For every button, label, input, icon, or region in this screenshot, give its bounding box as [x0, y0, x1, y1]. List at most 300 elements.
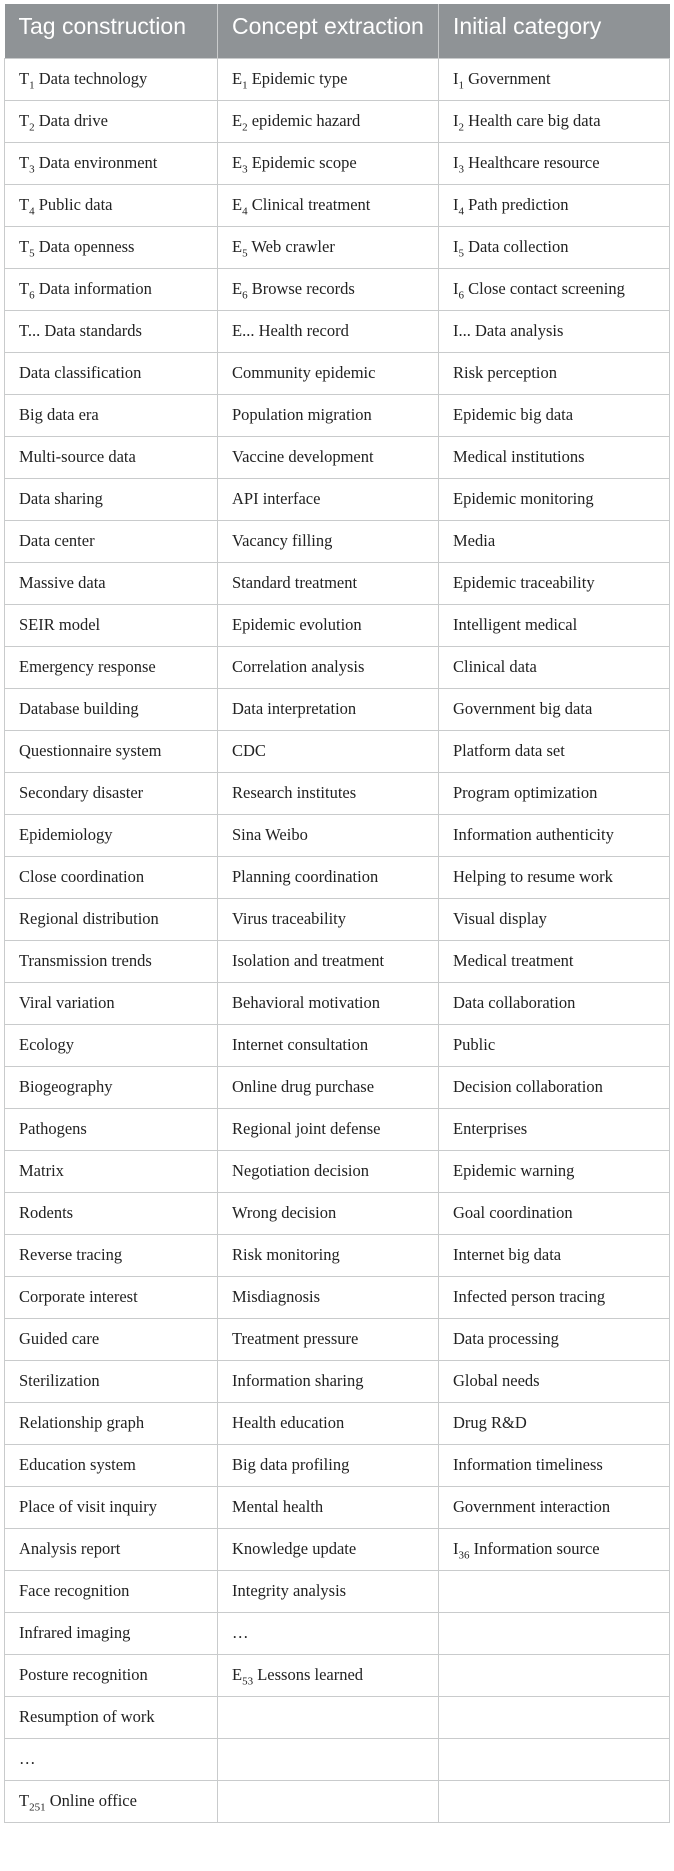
cell-text: Information timeliness — [453, 1455, 603, 1474]
cell-text: Transmission trends — [19, 951, 152, 970]
table-row — [5, 394, 670, 436]
initial-category-cell — [439, 772, 670, 814]
tag-construction-cell — [5, 814, 218, 856]
code-subscript: 4 — [242, 205, 248, 218]
concept-extraction-cell — [218, 268, 439, 310]
table-row — [5, 142, 670, 184]
tag-construction-cell — [5, 1066, 218, 1108]
tag-construction-cell — [5, 1234, 218, 1276]
table-row — [5, 1738, 670, 1780]
code-prefix: E — [232, 237, 243, 256]
concept-extraction-cell — [218, 436, 439, 478]
cell-text: Clinical data — [453, 657, 537, 676]
cell-text: Information source — [469, 1539, 600, 1558]
initial-category-cell — [439, 1234, 670, 1276]
initial-category-cell — [439, 394, 670, 436]
cell-text: Clinical treatment — [247, 195, 371, 214]
cell-text: Matrix — [19, 1161, 64, 1180]
cell-text: Media — [453, 531, 496, 550]
concept-extraction-cell — [218, 1486, 439, 1528]
cell-text: CDC — [232, 741, 266, 760]
tag-construction-cell — [5, 1570, 218, 1612]
code-subscript: 1 — [458, 79, 464, 92]
concept-extraction-cell — [218, 184, 439, 226]
tag-construction-cell — [5, 1192, 218, 1234]
cell-text: Risk perception — [453, 363, 558, 382]
tag-construction-cell — [5, 58, 218, 100]
cell-text: Virus traceability — [232, 909, 347, 928]
code-subscript: 3 — [242, 163, 248, 176]
cell-text: Visual display — [453, 909, 547, 928]
concept-extraction-cell — [218, 478, 439, 520]
initial-category-cell — [439, 142, 670, 184]
concept-extraction-cell — [218, 1234, 439, 1276]
initial-category-cell — [439, 1066, 670, 1108]
tag-construction-cell — [5, 1318, 218, 1360]
concept-extraction-cell — [218, 520, 439, 562]
concept-extraction-cell — [218, 100, 439, 142]
table-row — [5, 1696, 670, 1738]
initial-category-cell — [439, 1486, 670, 1528]
cell-text: Data sharing — [19, 489, 103, 508]
table-row — [5, 1402, 670, 1444]
initial-category-cell — [439, 1402, 670, 1444]
tag-construction-cell — [5, 1486, 218, 1528]
initial-category-cell — [439, 1654, 670, 1696]
concept-extraction-cell — [218, 688, 439, 730]
initial-category-cell — [439, 184, 670, 226]
code-subscript: 6 — [458, 289, 464, 302]
cell-text: Lessons learned — [253, 1665, 364, 1684]
cell-text: Healthcare resource — [464, 153, 600, 172]
tag-construction-cell — [5, 562, 218, 604]
cell-text: Medical institutions — [453, 447, 585, 466]
code-subscript: 2 — [458, 121, 464, 134]
cell-text: Web crawler — [247, 237, 335, 256]
table-row — [5, 1780, 670, 1822]
code-prefix: I — [453, 111, 459, 130]
tag-construction-cell — [5, 1444, 218, 1486]
concept-extraction-cell — [218, 646, 439, 688]
concept-extraction-cell — [218, 310, 439, 352]
initial-category-cell — [439, 604, 670, 646]
tag-construction-cell — [5, 100, 218, 142]
concept-extraction-cell — [218, 730, 439, 772]
concept-extraction-cell — [218, 142, 439, 184]
cell-text: Isolation and treatment — [232, 951, 385, 970]
cell-text: epidemic hazard — [247, 111, 361, 130]
cell-text: Program optimization — [453, 783, 598, 802]
code-subscript: 53 — [242, 1675, 254, 1688]
cell-text: Face recognition — [19, 1581, 130, 1600]
table-row — [5, 58, 670, 100]
initial-category-cell — [439, 898, 670, 940]
tag-construction-cell — [5, 1738, 218, 1780]
cell-text: Questionnaire system — [19, 741, 162, 760]
table-row — [5, 310, 670, 352]
cell-text: Epidemic scope — [247, 153, 357, 172]
initial-category-cell — [439, 436, 670, 478]
cell-text: Epidemic monitoring — [453, 489, 594, 508]
concept-extraction-cell — [218, 394, 439, 436]
cell-text: Research institutes — [232, 783, 357, 802]
cell-text: Data interpretation — [232, 699, 357, 718]
code-prefix: T — [19, 153, 30, 172]
cell-text: Global needs — [453, 1371, 540, 1390]
code-subscript: 2 — [242, 121, 248, 134]
cell-text: Epidemic type — [247, 69, 348, 88]
cell-text: Close contact screening — [464, 279, 625, 298]
concept-extraction-cell — [218, 940, 439, 982]
initial-category-cell — [439, 1150, 670, 1192]
code-prefix: T — [19, 237, 30, 256]
cell-text: Public data — [34, 195, 113, 214]
tag-construction-cell — [5, 772, 218, 814]
concept-extraction-cell — [218, 1150, 439, 1192]
cell-text: Negotiation decision — [232, 1161, 370, 1180]
tag-construction-cell — [5, 1780, 218, 1822]
cell-text: Vaccine development — [232, 447, 374, 466]
cell-text: Misdiagnosis — [232, 1287, 321, 1306]
code-subscript: 1 — [29, 79, 35, 92]
cell-text: Planning coordination — [232, 867, 379, 886]
code-prefix: T — [19, 195, 30, 214]
tag-construction-cell — [5, 646, 218, 688]
cell-text: Big data profiling — [232, 1455, 350, 1474]
tag-construction-cell — [5, 1024, 218, 1066]
cell-text: Biogeography — [19, 1077, 113, 1096]
code-prefix: T — [19, 279, 30, 298]
initial-category-cell — [439, 1024, 670, 1066]
table-row — [5, 1108, 670, 1150]
cell-text: Sina Weibo — [232, 825, 308, 844]
table-row — [5, 688, 670, 730]
tag-construction-cell — [5, 1402, 218, 1444]
table-row — [5, 562, 670, 604]
concept-extraction-cell — [218, 898, 439, 940]
table-header — [5, 4, 670, 58]
cell-text: Close coordination — [19, 867, 145, 886]
tag-construction-cell — [5, 856, 218, 898]
cell-text: Risk monitoring — [232, 1245, 340, 1264]
cell-text: Database building — [19, 699, 139, 718]
cell-text: Medical treatment — [453, 951, 574, 970]
code-prefix: T — [19, 111, 30, 130]
initial-category-cell — [439, 814, 670, 856]
cell-text: Data environment — [34, 153, 158, 172]
concept-extraction-cell — [218, 1654, 439, 1696]
code-prefix: E — [232, 279, 243, 298]
cell-text: Government big data — [453, 699, 593, 718]
concept-extraction-cell — [218, 562, 439, 604]
concept-extraction-cell — [218, 1444, 439, 1486]
code-prefix: T — [19, 1791, 30, 1810]
code-prefix: E — [232, 153, 243, 172]
initial-category-cell — [439, 352, 670, 394]
cell-text: Data drive — [34, 111, 108, 130]
cell-text: Epidemic big data — [453, 405, 574, 424]
concept-extraction-cell — [218, 1108, 439, 1150]
cell-text: Data information — [34, 279, 152, 298]
concept-extraction-cell — [218, 1738, 439, 1780]
cell-text: Online drug purchase — [232, 1077, 375, 1096]
concept-extraction-cell — [218, 1024, 439, 1066]
cell-text: Mental health — [232, 1497, 324, 1516]
code-subscript: 251 — [29, 1801, 46, 1814]
cell-text: Health education — [232, 1413, 345, 1432]
concept-extraction-cell — [218, 1612, 439, 1654]
cell-text: Information sharing — [232, 1371, 364, 1390]
concept-extraction-cell — [218, 352, 439, 394]
cell-text: Corporate interest — [19, 1287, 138, 1306]
tag-construction-cell — [5, 730, 218, 772]
category-table — [4, 4, 670, 1823]
cell-text: Online office — [45, 1791, 137, 1810]
table-row — [5, 1234, 670, 1276]
concept-extraction-cell — [218, 58, 439, 100]
cell-text: Decision collaboration — [453, 1077, 603, 1096]
initial-category-cell — [439, 1612, 670, 1654]
tag-construction-cell — [5, 1108, 218, 1150]
cell-text: Secondary disaster — [19, 783, 144, 802]
code-subscript: 6 — [242, 289, 248, 302]
initial-category-cell — [439, 1570, 670, 1612]
cell-text: Integrity analysis — [232, 1581, 347, 1600]
cell-text: Data technology — [34, 69, 148, 88]
code-subscript: 1 — [242, 79, 248, 92]
cell-text: Big data era — [19, 405, 99, 424]
initial-category-cell — [439, 730, 670, 772]
cell-text: I... Data analysis — [453, 321, 564, 340]
tag-construction-cell — [5, 1276, 218, 1318]
cell-text: Correlation analysis — [232, 657, 365, 676]
tag-construction-cell — [5, 1150, 218, 1192]
table-row — [5, 184, 670, 226]
initial-category-cell — [439, 646, 670, 688]
cell-text: Reverse tracing — [19, 1245, 123, 1264]
initial-category-cell — [439, 226, 670, 268]
cell-text: Posture recognition — [19, 1665, 148, 1684]
cell-text: Internet consultation — [232, 1035, 369, 1054]
cell-text: Infected person tracing — [453, 1287, 606, 1306]
cell-text: API interface — [232, 489, 321, 508]
cell-text: Drug R&D — [453, 1413, 527, 1432]
cell-text: Population migration — [232, 405, 372, 424]
cell-text: … — [232, 1623, 249, 1642]
concept-extraction-cell — [218, 604, 439, 646]
cell-text: Sterilization — [19, 1371, 100, 1390]
header-row — [5, 4, 670, 58]
table-row — [5, 1612, 670, 1654]
header-concept-extraction: Concept extraction — [218, 4, 439, 58]
initial-category-cell — [439, 100, 670, 142]
initial-category-cell — [439, 58, 670, 100]
cell-text: Wrong decision — [232, 1203, 337, 1222]
concept-extraction-cell — [218, 1360, 439, 1402]
tag-construction-cell — [5, 1654, 218, 1696]
cell-text: Pathogens — [19, 1119, 87, 1138]
tag-construction-cell — [5, 1696, 218, 1738]
concept-extraction-cell — [218, 1402, 439, 1444]
cell-text: Standard treatment — [232, 573, 358, 592]
concept-extraction-cell — [218, 1066, 439, 1108]
initial-category-cell — [439, 1528, 670, 1570]
cell-text: Infrared imaging — [19, 1623, 131, 1642]
cell-text: Ecology — [19, 1035, 74, 1054]
initial-category-cell — [439, 688, 670, 730]
cell-text: Helping to resume work — [453, 867, 613, 886]
code-subscript: 3 — [458, 163, 464, 176]
cell-text: Education system — [19, 1455, 136, 1474]
cell-text: Treatment pressure — [232, 1329, 359, 1348]
table-row — [5, 520, 670, 562]
concept-extraction-cell — [218, 1780, 439, 1822]
initial-category-cell — [439, 520, 670, 562]
table-row — [5, 1318, 670, 1360]
concept-extraction-cell — [218, 1570, 439, 1612]
tag-construction-cell — [5, 1360, 218, 1402]
table-row — [5, 1192, 670, 1234]
tag-construction-cell — [5, 898, 218, 940]
code-prefix: E — [232, 111, 243, 130]
tag-construction-cell — [5, 940, 218, 982]
tag-construction-cell — [5, 436, 218, 478]
tag-construction-cell — [5, 982, 218, 1024]
initial-category-cell — [439, 1192, 670, 1234]
initial-category-cell — [439, 1738, 670, 1780]
table-row — [5, 268, 670, 310]
table-row — [5, 1654, 670, 1696]
cell-text: Enterprises — [453, 1119, 528, 1138]
concept-extraction-cell — [218, 982, 439, 1024]
table-row — [5, 1570, 670, 1612]
cell-text: Browse records — [247, 279, 355, 298]
tag-construction-cell — [5, 1612, 218, 1654]
table-row — [5, 856, 670, 898]
concept-extraction-cell — [218, 856, 439, 898]
table-row — [5, 1024, 670, 1066]
code-subscript: 5 — [458, 247, 464, 260]
cell-text: Massive data — [19, 573, 106, 592]
code-prefix: T — [19, 69, 30, 88]
concept-extraction-cell — [218, 1696, 439, 1738]
concept-extraction-cell — [218, 1528, 439, 1570]
cell-text: Information authenticity — [453, 825, 614, 844]
cell-text: Data processing — [453, 1329, 559, 1348]
initial-category-cell — [439, 310, 670, 352]
tag-construction-cell — [5, 226, 218, 268]
code-subscript: 6 — [29, 289, 35, 302]
table-row — [5, 1360, 670, 1402]
concept-extraction-cell — [218, 226, 439, 268]
initial-category-cell — [439, 856, 670, 898]
cell-text: Community epidemic — [232, 363, 376, 382]
concept-extraction-cell — [218, 1318, 439, 1360]
initial-category-cell — [439, 982, 670, 1024]
cell-text: E... Health record — [232, 321, 349, 340]
initial-category-cell — [439, 1276, 670, 1318]
table-row — [5, 940, 670, 982]
initial-category-cell — [439, 1318, 670, 1360]
cell-text: Internet big data — [453, 1245, 562, 1264]
cell-text: Intelligent medical — [453, 615, 578, 634]
tag-construction-cell — [5, 184, 218, 226]
concept-extraction-cell — [218, 772, 439, 814]
cell-text: Epidemic traceability — [453, 573, 595, 592]
cell-text: Vacancy filling — [232, 531, 333, 550]
cell-text: Epidemic warning — [453, 1161, 575, 1180]
initial-category-cell — [439, 940, 670, 982]
table-row — [5, 730, 670, 772]
tag-construction-cell — [5, 352, 218, 394]
cell-text: Analysis report — [19, 1539, 121, 1558]
cell-text: Rodents — [19, 1203, 74, 1222]
cell-text: Platform data set — [453, 741, 565, 760]
cell-text: Goal coordination — [453, 1203, 573, 1222]
tag-construction-cell — [5, 142, 218, 184]
tag-construction-cell — [5, 1528, 218, 1570]
header-initial-category: Initial category — [439, 4, 670, 58]
concept-extraction-cell — [218, 1276, 439, 1318]
tag-construction-cell — [5, 604, 218, 646]
code-subscript: 2 — [29, 121, 35, 134]
tag-construction-cell — [5, 478, 218, 520]
cell-text: Place of visit inquiry — [19, 1497, 157, 1516]
tag-construction-cell — [5, 310, 218, 352]
cell-text: Data collection — [464, 237, 569, 256]
table-row — [5, 898, 670, 940]
cell-text: Path prediction — [464, 195, 569, 214]
tag-construction-cell — [5, 268, 218, 310]
initial-category-cell — [439, 562, 670, 604]
initial-category-cell — [439, 478, 670, 520]
table-row — [5, 1066, 670, 1108]
table-row — [5, 604, 670, 646]
initial-category-cell — [439, 1696, 670, 1738]
table-row — [5, 226, 670, 268]
cell-text: Behavioral motivation — [232, 993, 381, 1012]
code-prefix: E — [232, 69, 243, 88]
cell-text: Regional joint defense — [232, 1119, 381, 1138]
tag-construction-cell — [5, 394, 218, 436]
cell-text: Regional distribution — [19, 909, 159, 928]
initial-category-cell — [439, 1780, 670, 1822]
code-prefix: I — [453, 237, 459, 256]
code-prefix: I — [453, 153, 459, 172]
cell-text: Resumption of work — [19, 1707, 155, 1726]
tag-construction-cell — [5, 688, 218, 730]
cell-text: Knowledge update — [232, 1539, 357, 1558]
initial-category-cell — [439, 268, 670, 310]
table-row — [5, 814, 670, 856]
cell-text: SEIR model — [19, 615, 101, 634]
table-row — [5, 436, 670, 478]
table-row — [5, 1150, 670, 1192]
table-row — [5, 1276, 670, 1318]
tag-construction-cell — [5, 520, 218, 562]
table-row — [5, 772, 670, 814]
code-prefix: E — [232, 195, 243, 214]
code-subscript: 36 — [458, 1549, 470, 1562]
table-row — [5, 982, 670, 1024]
concept-extraction-cell — [218, 814, 439, 856]
cell-text: Epidemiology — [19, 825, 113, 844]
cell-text: Government interaction — [453, 1497, 611, 1516]
cell-text: Emergency response — [19, 657, 156, 676]
table-row — [5, 1444, 670, 1486]
cell-text: Public — [453, 1035, 496, 1054]
code-subscript: 4 — [458, 205, 464, 218]
